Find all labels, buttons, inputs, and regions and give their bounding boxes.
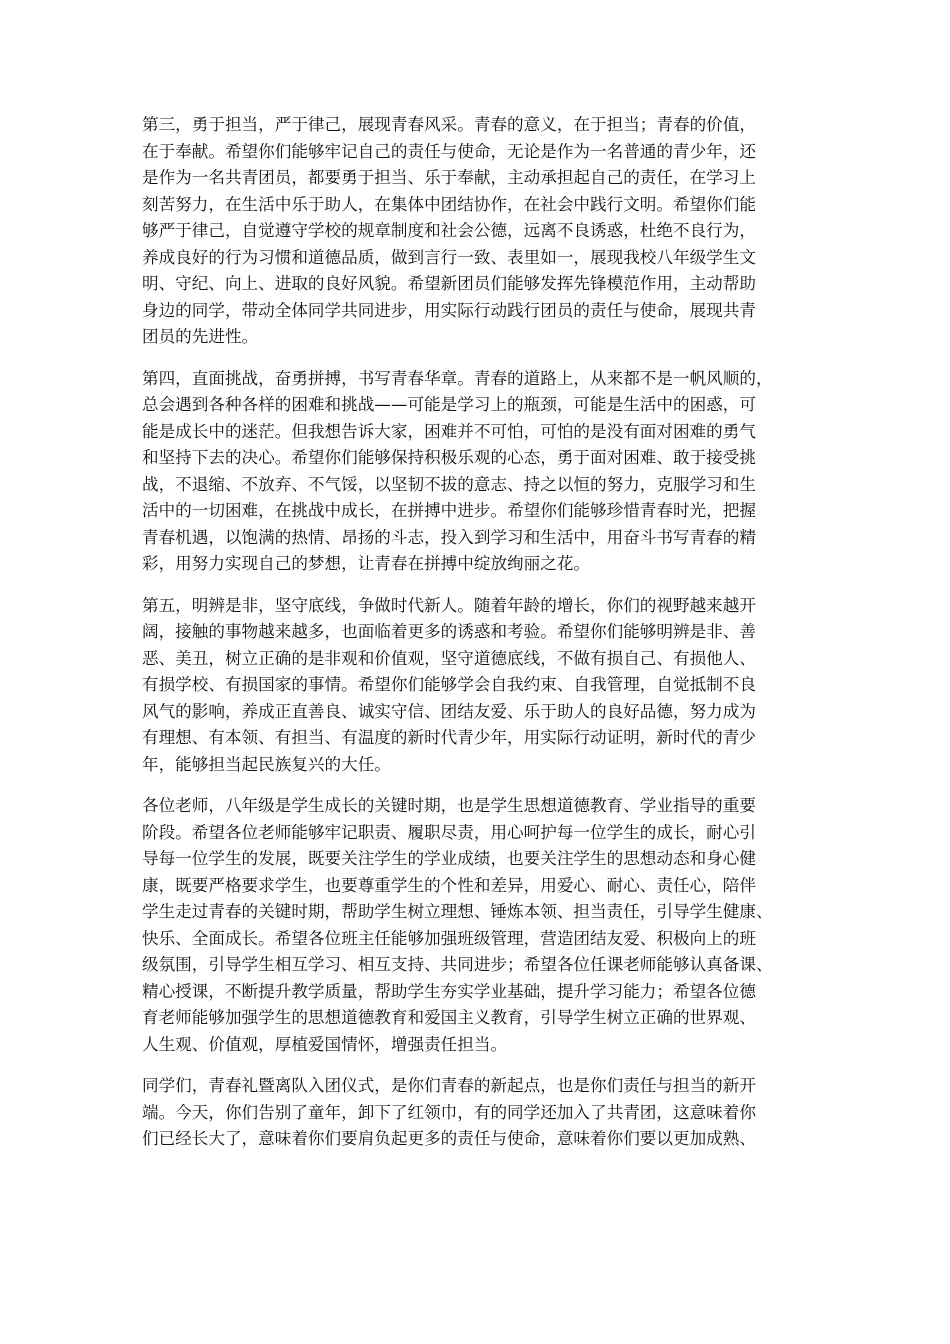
text-line: 在于奉献。希望你们能够牢记自己的责任与使命，无论是作为一名普通的青少年，还 — [142, 141, 756, 161]
text-line: 身边的同学，带动全体同学共同进步，用实际行动践行团员的责任与使命，展现共青 — [142, 300, 756, 320]
text-line: 精心授课，不断提升教学质量，帮助学生夯实学业基础，提升学习能力；希望各位德 — [142, 981, 756, 1001]
text-line: 和坚持下去的决心。希望你们能够保持积极乐观的心态，勇于面对困难、敢于接受挑 — [142, 448, 756, 467]
text-line: 第三，勇于担当，严于律己，展现青春风采。青春的意义，在于担当；青春的价值， — [142, 115, 756, 134]
text-line: 级氛围，引导学生相互学习、相互支持、共同进步；希望各位任课老师能够认真备课、 — [142, 955, 773, 974]
text-line: 青春机遇，以饱满的热情、昂扬的斗志，投入到学习和生活中，用奋斗书写青春的精 — [142, 527, 756, 547]
text-line: 活中的一切困难，在挑战中成长，在拼搏中进步。希望你们能够珍惜青春时光，把握 — [142, 501, 756, 520]
text-line: 各位老师，八年级是学生成长的关键时期，也是学生思想道德教育、学业指导的重要 — [142, 796, 756, 815]
text-line: 养成良好的行为习惯和道德品质，做到言行一致、表里如一，展现我校八年级学生文 — [142, 247, 756, 267]
text-line: 第四，直面挑战，奋勇拼搏，书写青春华章。青春的道路上，从来都不是一帆风顺的， — [142, 368, 773, 388]
text-line: 们已经长大了，意味着你们要肩负起更多的责任与使命，意味着你们要以更加成熟、 — [142, 1129, 756, 1148]
paragraph — [142, 1073, 822, 1153]
text-line: 彩，用努力实现自己的梦想，让青春在拼搏中绽放绚丽之花。 — [142, 554, 591, 573]
text-line: 有理想、有本领、有担当、有温度的新时代青少年，用实际行动证明，新时代的青少 — [142, 728, 756, 747]
text-line: 总会遇到各种各样的困难和挑战——可能是学习上的瓶颈，可能是生活中的困惑，可 — [142, 395, 756, 414]
document-body — [142, 112, 822, 1168]
text-line: 第五，明辨是非，坚守底线，争做时代新人。随着年龄的增长，你们的视野越来越开 — [142, 595, 756, 615]
text-line: 年，能够担当起民族复兴的大任。 — [142, 754, 391, 774]
text-line: 够严于律己，自觉遵守学校的规章制度和社会公德，远离不良诱惑，杜绝不良行为， — [142, 221, 756, 240]
text-line: 能是成长中的迷茫。但我想告诉大家，困难并不可怕，可怕的是没有面对困难的勇气 — [142, 421, 756, 441]
text-line: 康，既要严格要求学生，也要尊重学生的个性和差异，用爱心、耐心、责任心，陪伴 — [142, 875, 756, 895]
text-line: 有损学校、有损国家的事情。希望你们能够学会自我约束、自我管理，自觉抵制不良 — [142, 675, 756, 694]
text-line: 育老师能够加强学生的思想道德教育和爱国主义教育，引导学生树立正确的世界观、 — [142, 1008, 756, 1027]
text-line: 同学们，青春礼暨离队入团仪式，是你们青春的新起点，也是你们责任与担当的新开 — [142, 1076, 756, 1095]
text-line: 快乐、全面成长。希望各位班主任能够加强班级管理，营造团结友爱、积极向上的班 — [142, 928, 756, 948]
text-line: 战，不退缩、不放弃、不气馁，以坚韧不拔的意志、持之以恒的努力，克服学习和生 — [142, 474, 756, 494]
text-line: 学生走过青春的关键时期，帮助学生树立理想、锤炼本领、担当责任，引导学生健康、 — [142, 902, 773, 921]
text-line: 阶段。希望各位老师能够牢记职责、履职尽责，用心呵护每一位学生的成长，耐心引 — [142, 822, 756, 842]
text-line: 阔，接触的事物越来越多，也面临着更多的诱惑和考验。希望你们能够明辨是非、善 — [142, 622, 756, 641]
text-line: 风气的影响，养成正直善良、诚实守信、团结友爱、乐于助人的良好品德，努力成为 — [142, 701, 756, 721]
text-line: 导每一位学生的发展，既要关注学生的学业成绩，也要关注学生的思想动态和身心健 — [142, 849, 756, 868]
text-line: 端。今天，你们告别了童年，卸下了红领巾，有的同学还加入了共青团，这意味着你 — [142, 1102, 756, 1122]
paragraph — [142, 593, 822, 779]
text-line: 刻苦努力，在生活中乐于助人，在集体中团结协作，在社会中践行文明。希望你们能 — [142, 194, 756, 214]
text-line: 明、守纪、向上、进取的良好风貌。希望新团员们能够发挥先锋模范作用，主动帮助 — [142, 274, 756, 293]
paragraph — [142, 793, 822, 1058]
text-line: 是作为一名共青团员，都要勇于担当、乐于奉献，主动承担起自己的责任，在学习上 — [142, 168, 756, 187]
paragraph — [142, 112, 822, 351]
text-line: 人生观、价值观，厚植爱国情怀，增强责任担当。 — [142, 1034, 508, 1054]
text-line: 恶、美丑，树立正确的是非观和价值观，坚守道德底线，不做有损自己、有损他人、 — [142, 648, 756, 668]
text-line: 团员的先进性。 — [142, 327, 259, 346]
paragraph — [142, 366, 822, 578]
